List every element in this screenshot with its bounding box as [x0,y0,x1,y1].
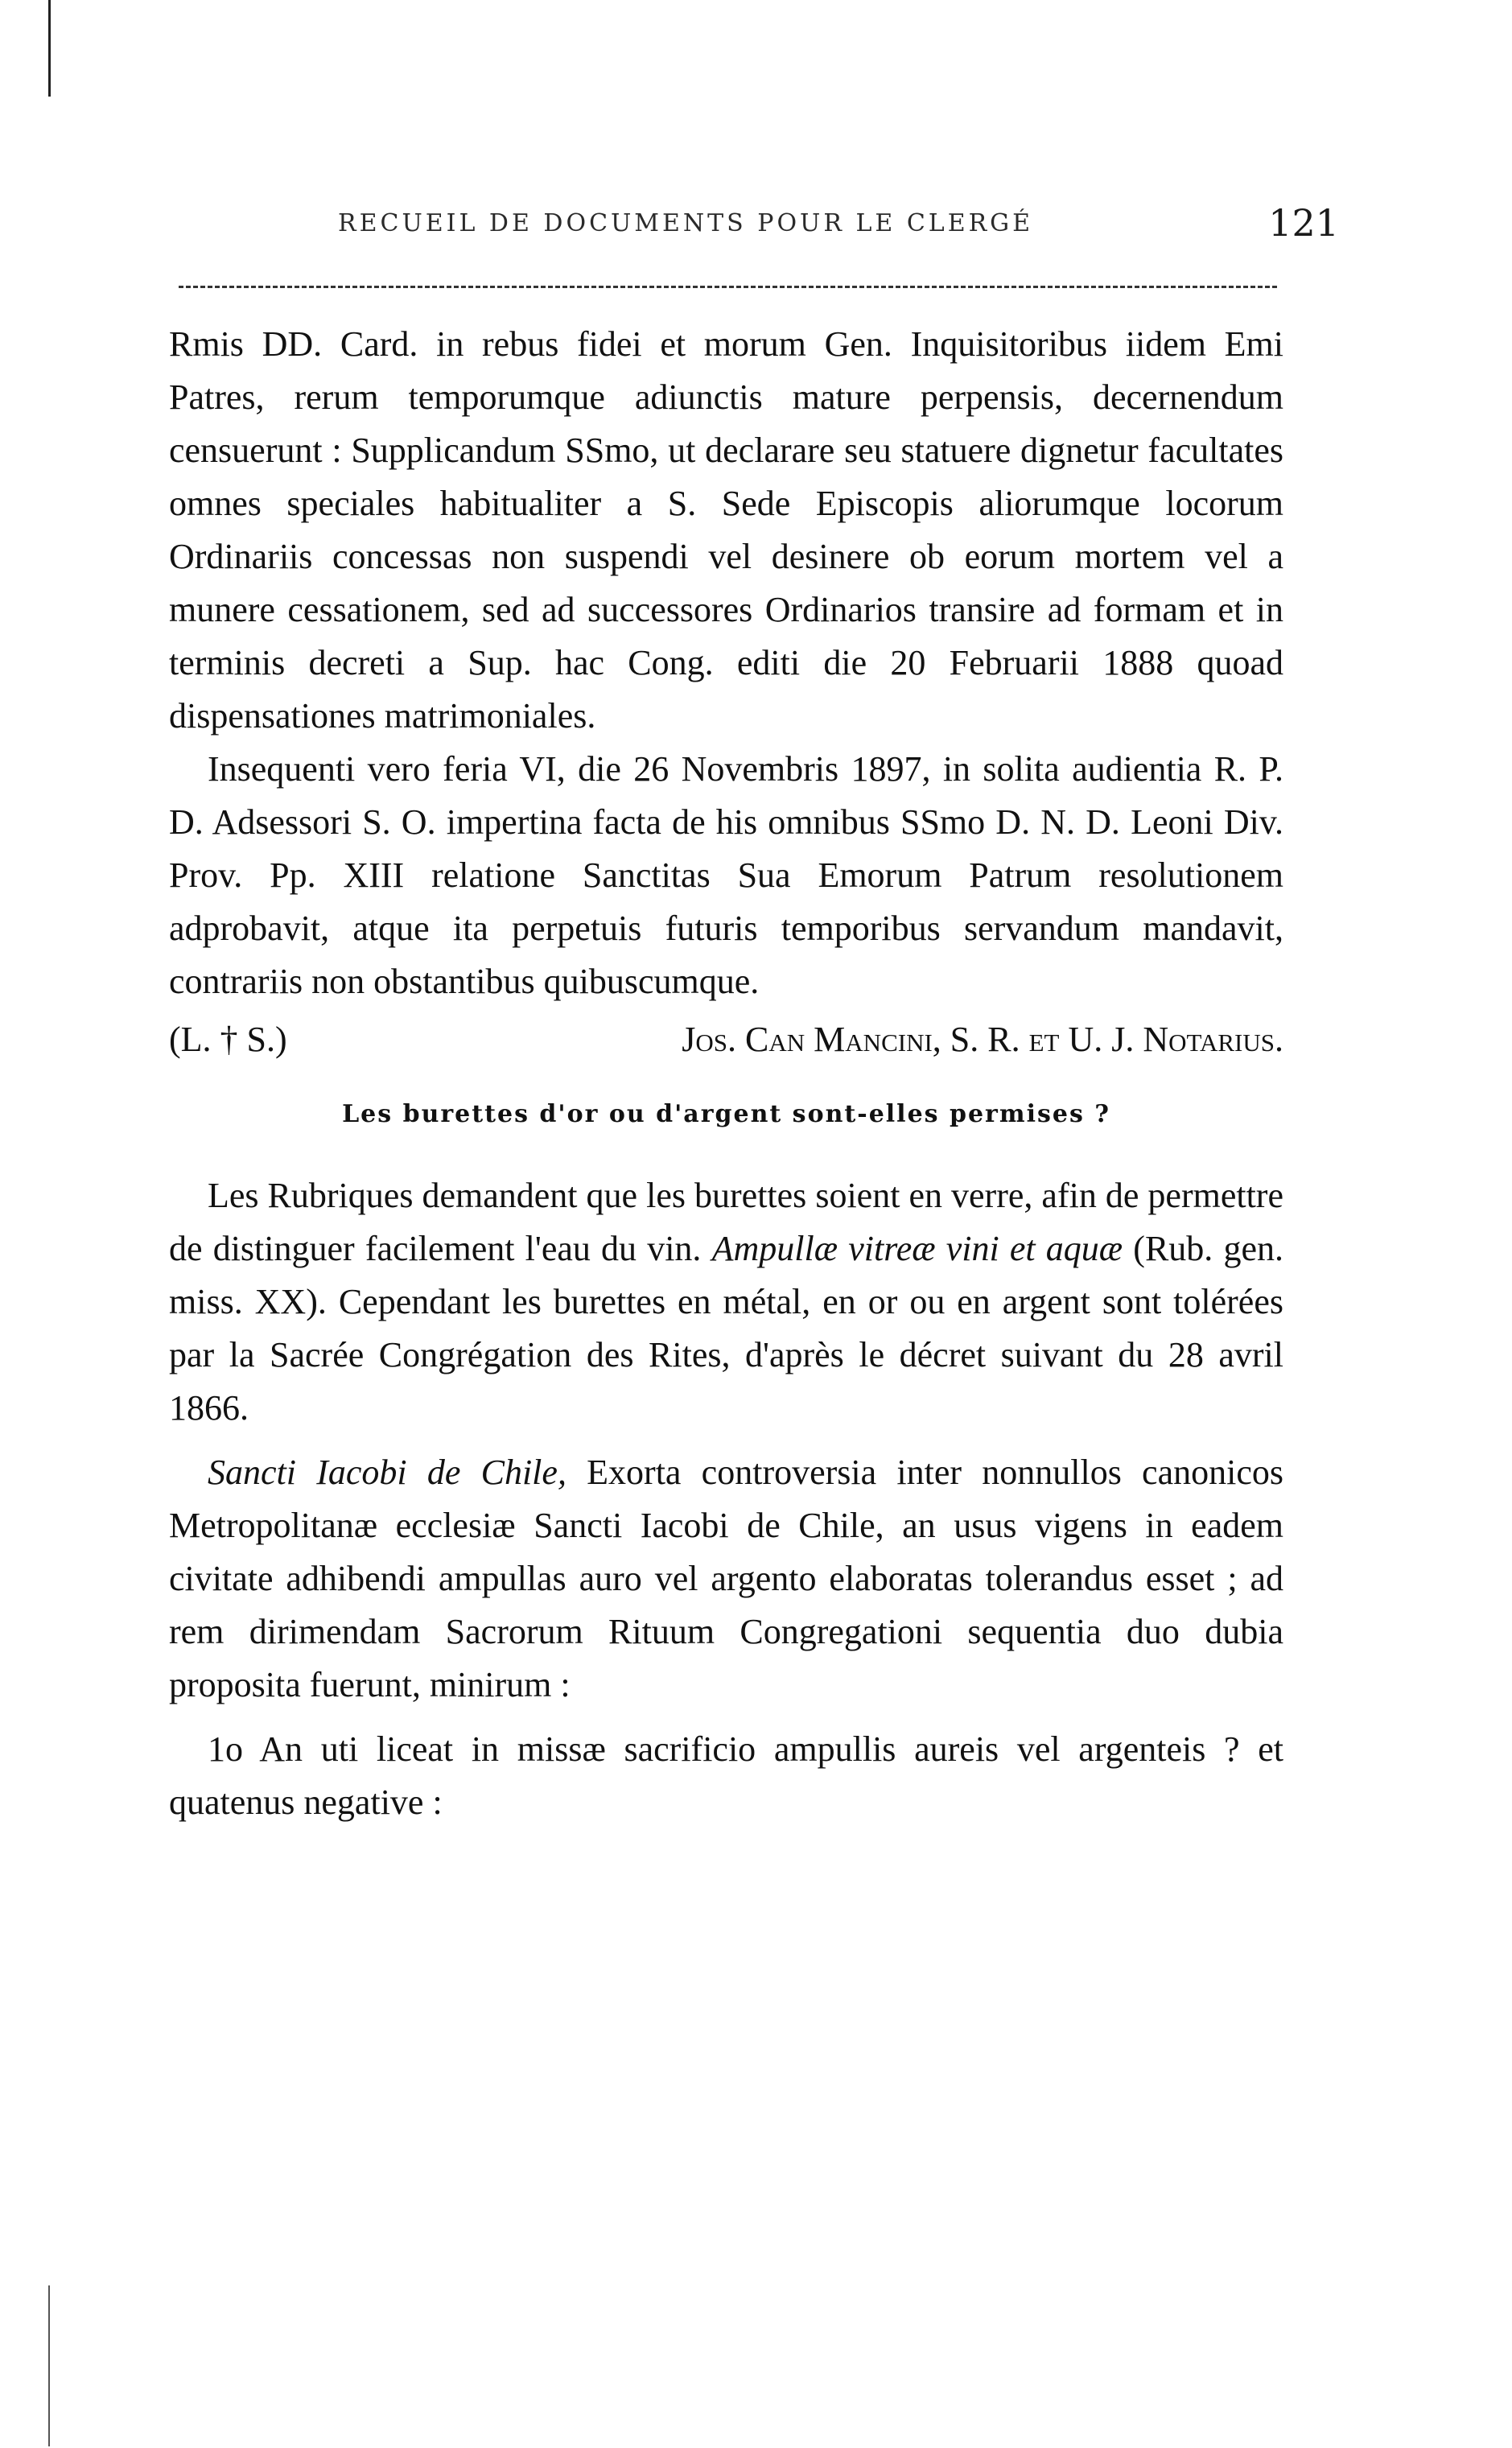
paragraph [169,1169,1283,1435]
header-rule [179,286,1277,288]
signature-name: Jos. Can Mancini, S. R. et U. J. Notarius. [682,1020,1283,1059]
running-head: RECUEIL DE DOCUMENTS POUR LE CLERGÉ [338,209,1034,237]
signature-line [169,1013,1283,1066]
italic-quote: Ampullæ vitreæ vini et aquæ [711,1229,1123,1268]
body-text [169,318,1283,1829]
page-header [338,201,1339,249]
section-heading: Les burettes d'or ou d'argent sont-elles permises ? [342,1100,1110,1128]
paragraph: 1o An uti liceat in missæ sacrificio ampullis aureis vel argenteis ? et quatenus negative : [169,1729,1283,1822]
paragraph [169,1446,1283,1712]
seal-mark: (L. † S.) [169,1020,287,1059]
left-edge-mark [48,0,51,97]
italic-place: Sancti Iacobi de Chile, [208,1453,566,1492]
left-edge-mark [48,2285,50,2446]
paragraph-text: (Rub. gen. miss. XX). Cependant les burettes en métal, en or ou en argent sont tolérées par la Sacrée Congrégation des Rites, d'après le décret suivant du 28 avril 1866. [169,1229,1283,1428]
paragraph-text: Exorta controversia inter nonnullos canonicos Metropolitanæ ecclesiæ Sancti Iacobi de Chile, an usus vigens in eadem civitate adhibendi ampullas auro vel argento elaboratas tolerandus esset ; ad rem dirimendam Sacrorum Rituum Congregationi sequentia duo dubia proposita fuerunt, minirum : [169,1453,1283,1704]
paragraph: Rmis DD. Card. in rebus fidei et morum Gen. Inquisitoribus iidem Emi Patres, rerum temporumque adiunctis mature perpensis, decernendum censuerunt : Supplicandum SSmo, ut declarare seu statuere dignetur facultates omnes speciales habitualiter a S. Sede Episcopis aliorumque locorum Ordinariis concessas non suspendi vel desinere ob eorum mortem vel a munere cessationem, sed ad successores Ordinarios transire ad formam et in terminis decreti a Sup. hac Cong. editi die 20 Februarii 1888 quoad dispensationes matrimoniales. [169,324,1283,736]
page-number: 121 [1268,201,1339,245]
paragraph-text: Les Rubriques demandent que les burettes soient en verre, afin de permettre de distinguer facilement l'eau du vin. [169,1176,1283,1268]
paragraph: Insequenti vero feria VI, die 26 Novembris 1897, in solita audientia R. P. D. Adsessori S. O. impertina facta de his omnibus SSmo D. N. D. Leoni Div. Prov. Pp. XIII relatione Sanctitas Sua Emorum Patrum resolutionem adprobavit, atque ita perpetuis futuris temporibus servandum mandavit, contrariis non obstantibus quibuscumque. [169,749,1283,1001]
